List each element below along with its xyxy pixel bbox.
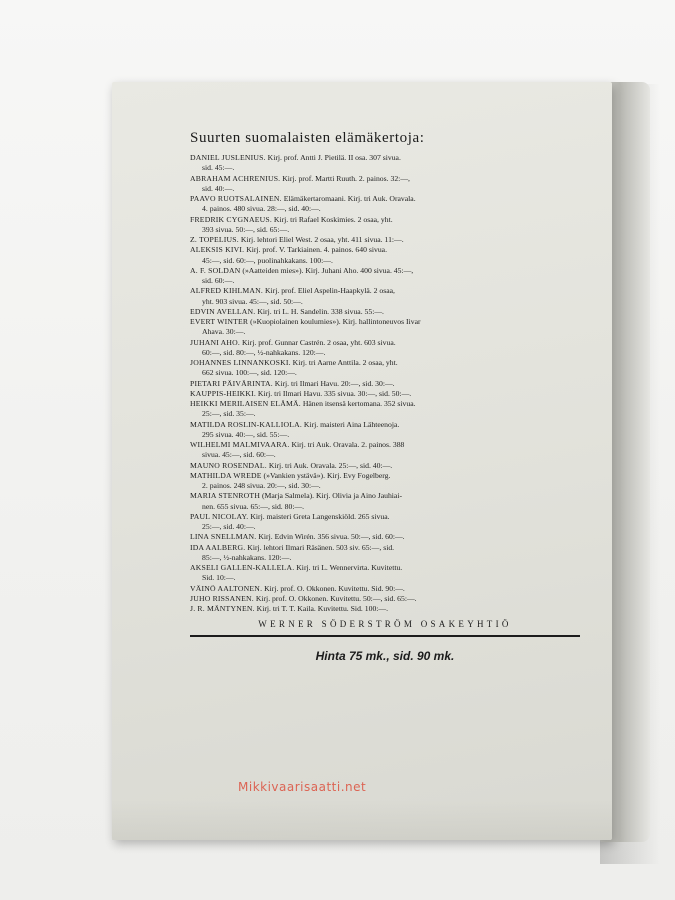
entry-details: Hänen itsensä kertomana. 352 sivua. [302,399,416,408]
entry-name: MATILDA ROSLIN-KALLIOLA. [190,419,302,429]
entry-details: Kirj. tri Aarne Anttila. 2 osaa, yht. [292,358,398,367]
entry-continuation: 25:—, sid. 40:—. [202,522,256,531]
entry-details: Kirj. prof. O. Okkonen. Kuvitettu. Sid. 90:—. [264,583,405,593]
entry-name: PIETARI PÄIVÄRINTA. [190,378,273,388]
entry-name: HEIKKI MERILAISEN ELÄMÄ. [190,399,301,408]
price-line: Hinta 75 mk., sid. 90 mk. [315,649,455,664]
list-item [190,317,580,338]
entry-details: Kirj. tri Ilmari Havu. 335 sivua. 30:—, sid. 50:—. [257,388,412,398]
entry-continuation: sid. 40:—. [202,183,235,193]
entry-details: Kirj. lehtori Ilmari Räsänen. 503 siv. 65:—, sid. [247,542,395,552]
entry-continuation: 60:—, sid. 80:—, ½-nahkakans. 120:—. [202,347,326,357]
divider-rule [190,635,580,637]
entry-details: (Marja Salmela). Kirj. Olivia ja Aino Jauhiai- [262,491,403,501]
entry-continuation: 295 sivua. 40:—, sid. 55:—. [202,429,290,439]
entry-name: MARIA STENROTH [190,491,261,501]
entry-name: A. F. SOLDAN [190,265,241,275]
cover-text-block [190,130,580,663]
entry-name: IDA AALBERG. [190,542,246,552]
entry-details: (»Kuopiolainen koulumies»). Kirj. hallintoneuvos Iivar [250,317,421,326]
list-item [190,512,580,533]
list-item [190,235,580,245]
entry-continuation: sid. 45:—. [202,163,235,173]
entry-name: JUHANI AHO. [190,337,241,347]
list-item [190,491,580,512]
list-item [190,543,580,564]
entry-name: VÄINÖ AALTONEN. [190,583,263,593]
entry-name: MATHILDA WREDE [190,470,262,480]
biography-list [190,153,580,614]
list-item [190,194,580,215]
entry-name: ABRAHAM ACHRENIUS. [190,173,281,183]
list-item [190,584,580,594]
list-item [190,440,580,461]
entry-name: PAUL NICOLAY. [190,511,249,521]
entry-details: Kirj. maisteri Greta Langenskiöld. 265 sivua. [250,511,390,521]
list-item [190,286,580,307]
list-item [190,245,580,266]
entry-name: PAAVO RUOTSALAINEN. [190,194,282,203]
entry-name: FREDRIK CYGNAEUS. [190,214,272,224]
publisher-name: WERNER SÖDERSTRÖM OSAKEYHTIÖ [258,619,512,630]
entry-continuation: sid. 60:—. [202,276,235,285]
list-item [190,358,580,379]
entry-name: AKSELI GALLEN-KALLELA. [190,563,295,572]
entry-continuation: yht. 903 sivua. 45:—, sid. 50:—. [202,296,303,306]
list-item [190,471,580,492]
entry-details: (»Aatteiden mies»). Kirj. Juhani Aho. 400 sivua. 45:—, [242,265,414,275]
entry-name: EDVIN AVELLAN. [190,306,256,316]
entry-details: Elämäkertaromaani. Kirj. tri Auk. Oravala. [283,194,416,203]
entry-details: Kirj. prof. Martti Ruuth. 2. painos. 32:—, [282,173,410,183]
list-item [190,266,580,287]
list-item [190,594,580,604]
entry-continuation: 85:—, ½-nahkakans. 120:—. [202,552,292,562]
list-item [190,153,580,174]
list-item [190,174,580,195]
list-item [190,389,580,399]
entry-details: Kirj. maisteri Aina Lähteenoja. [303,419,400,429]
entry-name: DANIEL JUSLENIUS. [190,153,266,162]
list-item [190,379,580,389]
entry-details: (»Vankien ystävä»). Kirj. Evy Fogelberg. [263,470,391,480]
entry-details: Kirj. prof. Eliel Aspelin-Haapkylä. 2 osaa, [264,286,395,296]
entry-name: EVERT WINTER [190,317,249,326]
entry-details: Kirj. lehtori Eliel West. 2 osaa, yht. 411 sivua. 11:—. [240,235,404,244]
list-item [190,563,580,584]
entry-name: KAUPPIS-HEIKKI. [190,388,256,398]
list-item [190,307,580,317]
entry-name: MAUNO ROSENDAL. [190,460,267,470]
list-item [190,420,580,441]
entry-continuation: Sid. 10:—. [202,573,236,583]
entry-details: Kirj. tri L. H. Sandelin. 338 sivua. 55:—. [257,306,384,316]
entry-details: Kirj. tri Ilmari Havu. 20:—, sid. 30:—. [274,378,395,388]
entry-details: Kirj. prof. Antti J. Pietilä. II osa. 307 sivua. [267,153,401,162]
entry-continuation: 393 sivua. 50:—, sid. 65:—. [202,224,290,234]
entry-name: J. R. MÄNTYNEN. [190,604,255,613]
watermark-text: Mikkivaarisaatti.net [238,780,367,794]
list-item [190,399,580,420]
entry-name: Z. TOPELIUS. [190,235,239,244]
entry-continuation: 25:—, sid. 35:—. [202,409,256,419]
entry-name: JUHO RISSANEN. [190,593,254,603]
page-title: Suurten suomalaisten elämäkertoja: [190,130,425,146]
entry-continuation: 4. painos. 480 sivua. 28:—, sid. 40:—. [202,204,321,214]
entry-details: Kirj. Edvin Wirén. 356 sivua. 50:—, sid. 60:—. [258,532,405,542]
entry-continuation: nen. 655 sivua. 65:—, sid. 80:—. [202,501,305,511]
entry-details: Kirj. tri Auk. Oravala. 25:—, sid. 40:—. [268,460,393,470]
entry-name: ALEKSIS KIVI. [190,245,245,255]
entry-continuation: Ahava. 30:—. [202,327,246,337]
list-item [190,215,580,236]
entry-continuation: sivua. 45:—, sid. 60:—. [202,450,276,460]
list-item [190,338,580,359]
entry-details: Kirj. prof. V. Tarkiainen. 4. painos. 640 sivua. [246,245,388,255]
list-item [190,604,580,614]
entry-name: JOHANNES LINNANKOSKI. [190,358,291,367]
entry-continuation: 2. painos. 248 sivua. 20:—, sid. 30:—. [202,481,321,490]
entry-details: Kirj. tri T. T. Kaila. Kuvitettu. Sid. 100:—. [256,604,389,613]
list-item [190,532,580,542]
entry-details: Kirj. tri L. Wennervirta. Kuvitettu. [296,563,403,572]
entry-details: Kirj. prof. Gunnar Castrén. 2 osaa, yht. 603 sivua. [241,337,396,347]
entry-continuation: 662 sivua. 100:—, sid. 120:—. [202,368,297,378]
entry-continuation: 45:—, sid. 60:—, puolinahkakans. 100:—. [202,255,333,265]
entry-name: LINA SNELLMAN. [190,532,257,542]
entry-details: Kirj. tri Rafael Koskimies. 2 osaa, yht. [273,214,393,224]
entry-name: ALFRED KIHLMAN. [190,286,264,296]
list-item [190,461,580,471]
entry-details: Kirj. tri Auk. Oravala. 2. painos. 388 [291,440,405,449]
entry-details: Kirj. prof. O. Okkonen. Kuvitettu. 50:—, sid. 65:—. [255,593,417,603]
entry-name: WILHELMI MALMIVAARA. [190,440,290,449]
